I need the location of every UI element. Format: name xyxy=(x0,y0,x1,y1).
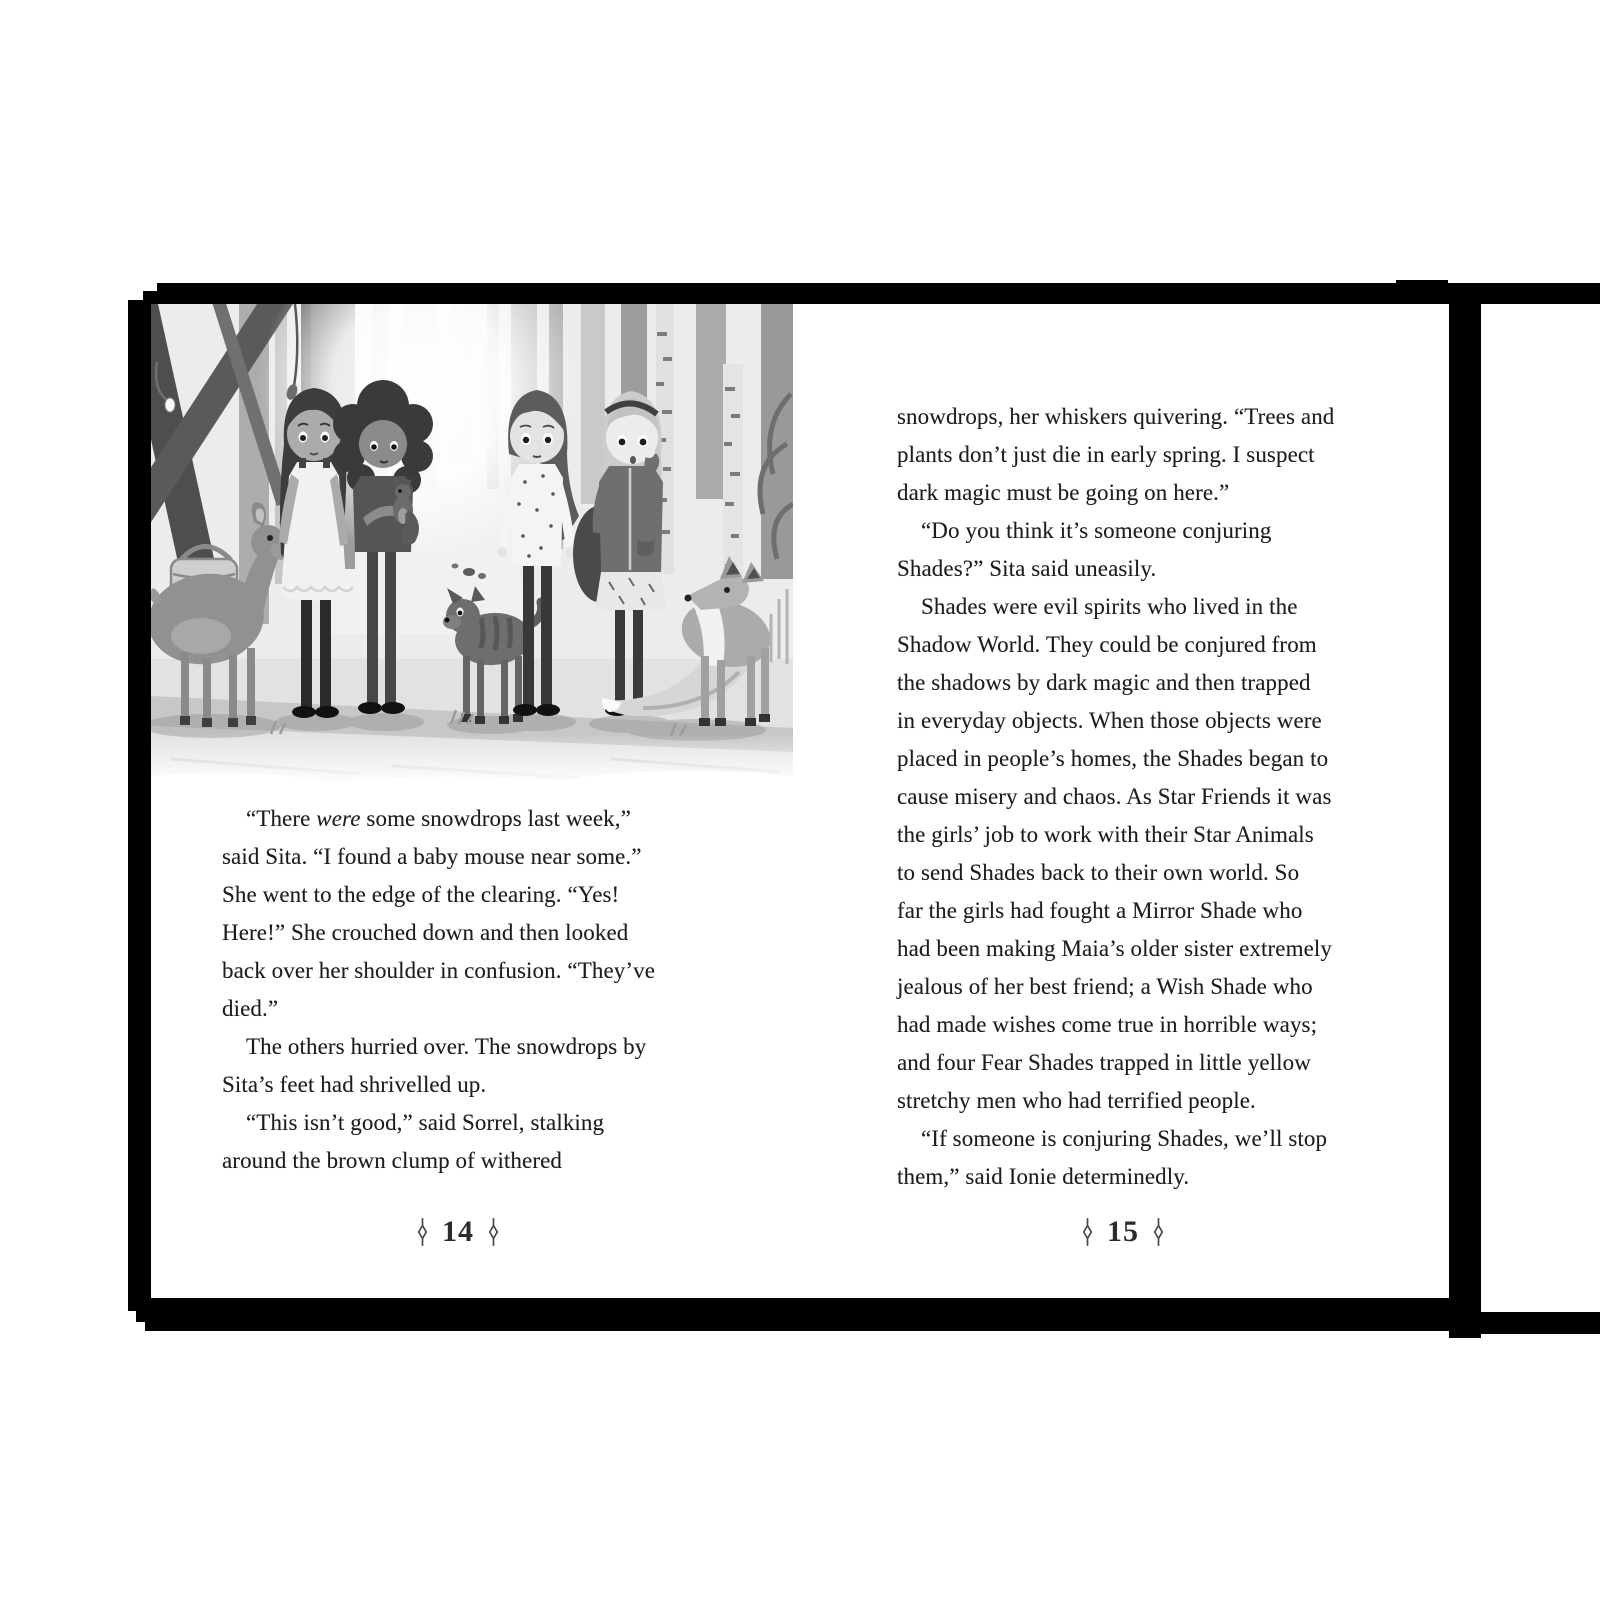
book-page-right-edge xyxy=(1449,292,1481,1338)
page-ornament-icon xyxy=(416,1217,429,1247)
text-line: Shadow World. They could be conjured from xyxy=(897,632,1317,657)
text-line: Shades?” Sita said uneasily. xyxy=(897,556,1157,581)
text-line: and four Fear Shades trapped in little yellow xyxy=(897,1050,1311,1075)
book-edge-bottom xyxy=(145,1298,1481,1331)
text-line: back over her shoulder in confusion. “They’ve xyxy=(222,958,656,983)
text-line: in everyday objects. When those objects were xyxy=(897,708,1322,733)
text-line: stretchy men who had terrified people. xyxy=(897,1088,1256,1113)
text-line: “This isn’t good,” said Sorrel, stalking xyxy=(246,1110,605,1135)
text-line: placed in people’s homes, the Shades began to xyxy=(897,746,1329,771)
book-edge-bottom-right xyxy=(1481,1312,1600,1334)
text-line: Shades were evil spirits who lived in the xyxy=(921,594,1298,619)
text-line: to send Shades back to their own world. So xyxy=(897,860,1300,885)
text-line: had made wishes come true in horrible ways; xyxy=(897,1012,1318,1037)
text-line: had been making Maia’s older sister extremely xyxy=(897,936,1332,961)
forest-illustration-svg xyxy=(151,304,793,785)
right-page-number-row xyxy=(897,1212,1349,1252)
text-line: plants don’t just die in early spring. I suspect xyxy=(897,442,1315,467)
text-line: jealous of her best friend; a Wish Shade who xyxy=(897,974,1313,999)
page-number: 15 xyxy=(1107,1215,1139,1248)
text-line: far the girls had fought a Mirror Shade who xyxy=(897,898,1303,923)
book-page-spread xyxy=(151,304,1449,1298)
text-line: “There were some snowdrops last week,” xyxy=(246,806,631,831)
text-line: She went to the edge of the clearing. “Yes! xyxy=(222,882,620,907)
text-line: the shadows by dark magic and then trapped xyxy=(897,670,1311,695)
text-line: around the brown clump of withered xyxy=(222,1148,562,1173)
page-ornament-icon xyxy=(1081,1217,1094,1247)
left-page-text xyxy=(222,800,694,1180)
text-line: “Do you think it’s someone conjuring xyxy=(921,518,1272,543)
text-line: dark magic must be going on here.” xyxy=(897,480,1230,505)
text-line: snowdrops, her whiskers quivering. “Trees and xyxy=(897,404,1335,429)
page-number: 14 xyxy=(442,1215,474,1248)
text-line: died.” xyxy=(222,996,279,1021)
text-line: the girls’ job to work with their Star Animals xyxy=(897,822,1314,847)
text-line: said Sita. “I found a baby mouse near some.” xyxy=(222,844,642,869)
left-page-number-row xyxy=(222,1212,694,1252)
page-ornament-icon xyxy=(1152,1217,1165,1247)
text-line: Sita’s feet had shrivelled up. xyxy=(222,1072,487,1097)
right-page-text xyxy=(897,398,1349,1196)
text-line: them,” said Ionie determinedly. xyxy=(897,1164,1190,1189)
text-line: The others hurried over. The snowdrops by xyxy=(246,1034,647,1059)
page-ornament-icon xyxy=(487,1217,500,1247)
text-line: cause misery and chaos. As Star Friends it was xyxy=(897,784,1332,809)
text-line: “If someone is conjuring Shades, we’ll stop xyxy=(921,1126,1328,1151)
book-edge-top-step2 xyxy=(1396,280,1448,292)
book-edge-left xyxy=(128,300,151,1311)
text-line: Here!” She crouched down and then looked xyxy=(222,920,629,945)
book-edge-top xyxy=(157,283,1600,304)
forest-illustration xyxy=(151,304,793,785)
